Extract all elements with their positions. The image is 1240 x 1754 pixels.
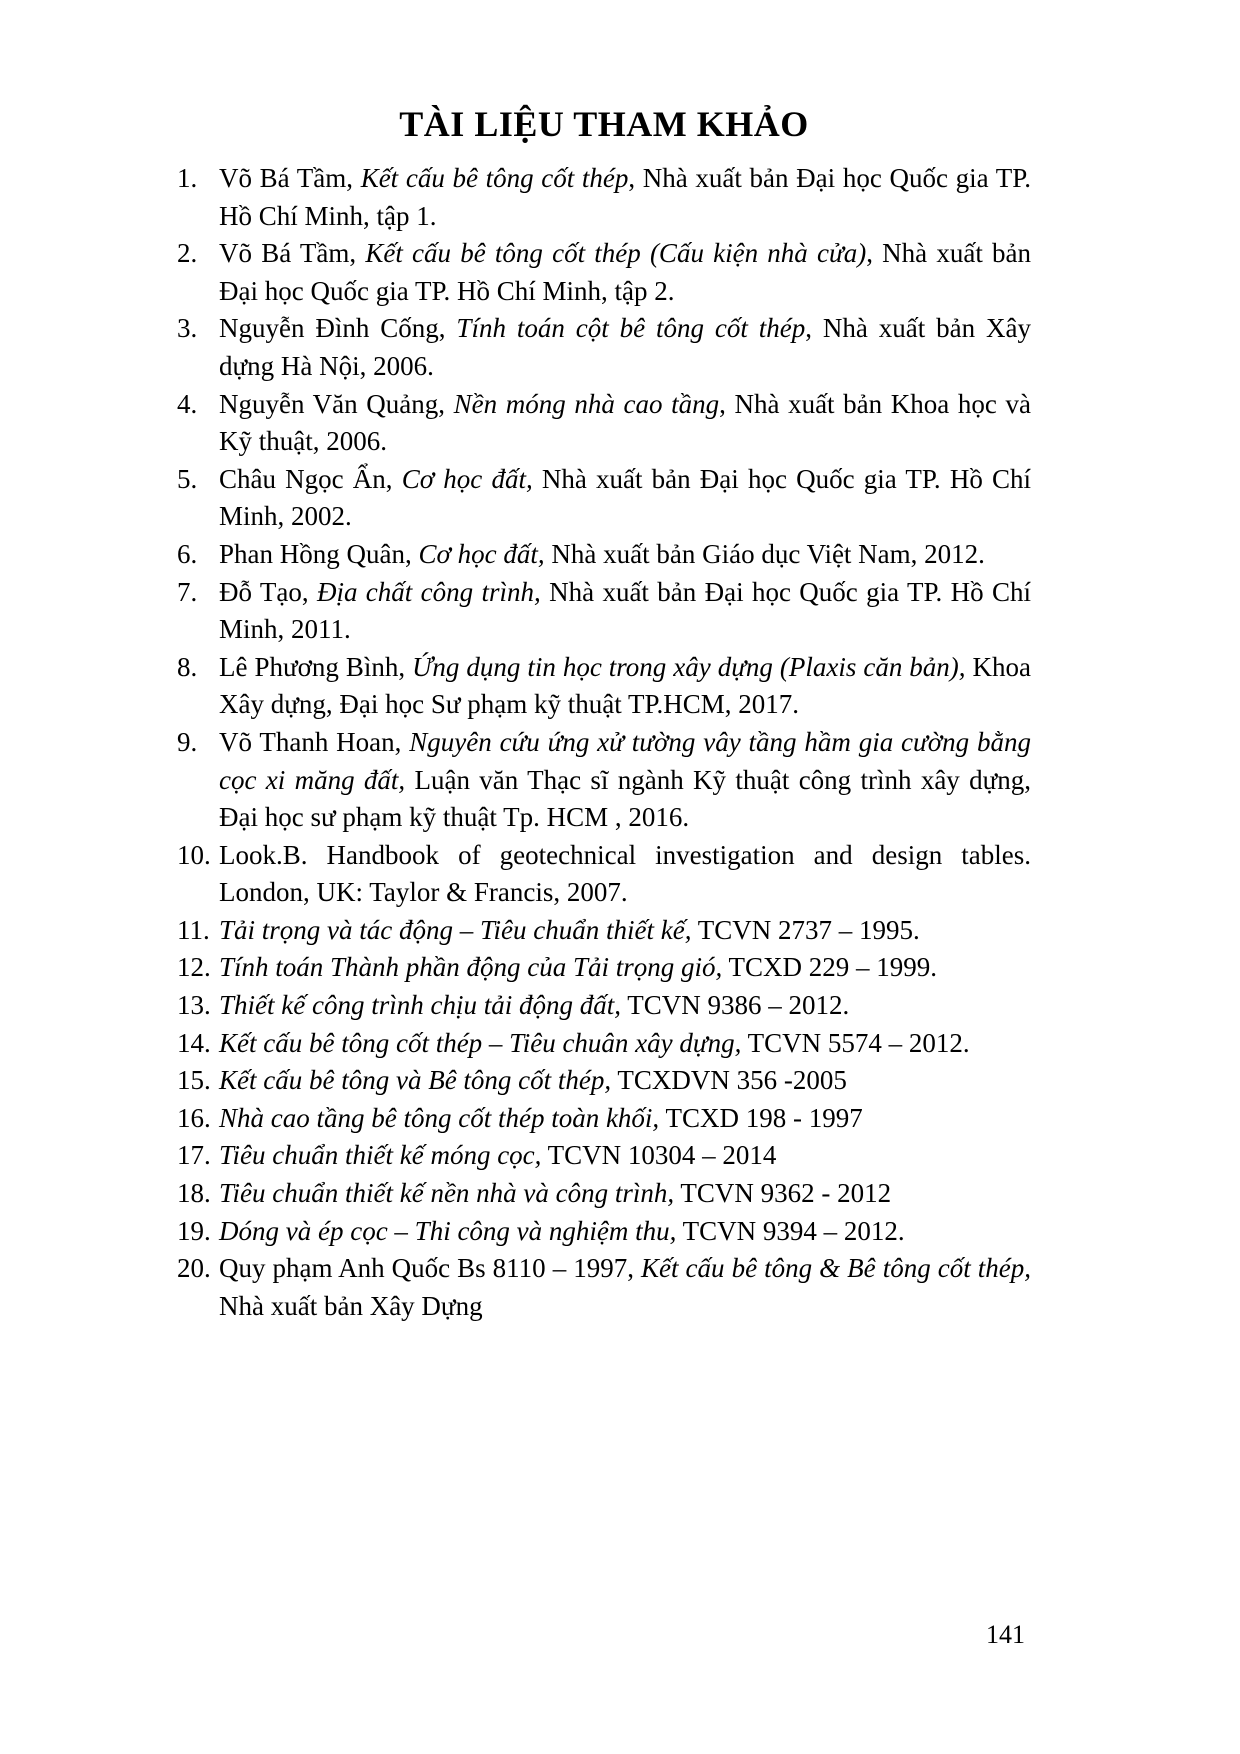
- page-number: 141: [986, 1620, 1025, 1649]
- reference-item: [177, 912, 1031, 950]
- reference-item: [177, 160, 1031, 235]
- reference-number: 17.: [177, 1140, 211, 1171]
- reference-text: Kết cấu bê tông cốt thép – Tiêu chuân xây dựng, TCVN 5574 – 2012.: [219, 1027, 970, 1058]
- reference-number: 4.: [177, 388, 198, 419]
- reference-item: [177, 574, 1031, 649]
- reference-number: 2.: [177, 238, 198, 269]
- reference-number: 10.: [177, 839, 211, 870]
- page-title: TÀI LIỆU THAM KHẢO: [399, 104, 809, 144]
- reference-number: 3.: [177, 313, 198, 344]
- reference-item: [177, 235, 1031, 310]
- reference-item: [177, 649, 1031, 724]
- reference-item: [177, 386, 1031, 461]
- reference-text: Lê Phương Bình, Ứng dụng tin học trong xây dựng (Plaxis căn bản), Khoa Xây dựng, Đại học Sư phạm kỹ thuật TP.HCM, 2017.: [219, 651, 1031, 720]
- reference-number: 6.: [177, 538, 198, 569]
- reference-text: Nguyễn Văn Quảng, Nền móng nhà cao tầng, Nhà xuất bản Khoa học và Kỹ thuật, 2006.: [219, 388, 1031, 457]
- reference-text: Quy phạm Anh Quốc Bs 8110 – 1997, Kết cấu bê tông & Bê tông cốt thép, Nhà xuất bản Xây Dựng: [219, 1253, 1031, 1321]
- reference-number: 1.: [177, 163, 198, 193]
- reference-number: 12.: [177, 952, 211, 983]
- reference-number: 14.: [177, 1027, 211, 1058]
- reference-text: Kết cấu bê tông và Bê tông cốt thép, TCXDVN 356 -2005: [219, 1065, 847, 1096]
- reference-text: Võ Bá Tầm, Kết cấu bê tông cốt thép, Nhà xuất bản Đại học Quốc gia TP. Hồ Chí Minh, tập 1.: [219, 163, 1031, 231]
- reference-text: Võ Bá Tầm, Kết cấu bê tông cốt thép (Cấu kiện nhà cửa), Nhà xuất bản Đại học Quốc gia TP. Hồ Chí Minh, tập 2.: [219, 238, 1032, 306]
- reference-number: 13.: [177, 990, 211, 1021]
- reference-number: 5.: [177, 463, 198, 494]
- reference-text: Đỗ Tạo, Địa chất công trình, Nhà xuất bản Đại học Quốc gia TP. Hồ Chí Minh, 2011.: [219, 576, 1031, 645]
- reference-text: Tải trọng và tác động – Tiêu chuẩn thiết kế, TCVN 2737 – 1995.: [219, 914, 920, 945]
- reference-number: 15.: [177, 1065, 211, 1096]
- reference-number: 11.: [177, 914, 210, 945]
- reference-text: Tính toán Thành phần động của Tải trọng gió, TCXD 229 – 1999.: [219, 952, 938, 983]
- reference-item: [177, 1175, 1031, 1213]
- reference-text: Nhà cao tầng bê tông cốt thép toàn khối, TCXD 198 - 1997: [219, 1102, 863, 1133]
- reference-text: Dóng và ép cọc – Thi công và nghiệm thu, TCVN 9394 – 2012.: [219, 1215, 905, 1246]
- reference-text: Tiêu chuẩn thiết kế móng cọc, TCVN 10304 – 2014: [219, 1140, 777, 1171]
- reference-item: [177, 1213, 1031, 1251]
- reference-item: [177, 310, 1031, 385]
- reference-item: [177, 1062, 1031, 1100]
- reference-item: [177, 837, 1031, 912]
- reference-text: Thiết kế công trình chịu tải động đất, TCVN 9386 – 2012.: [219, 990, 850, 1021]
- reference-text: Nguyễn Đình Cống, Tính toán cột bê tông cốt thép, Nhà xuất bản Xây dựng Hà Nội, 2006.: [219, 313, 1031, 381]
- reference-number: 7.: [177, 576, 198, 607]
- reference-number: 8.: [177, 651, 198, 682]
- reference-item: [177, 536, 1031, 574]
- reference-item: [177, 461, 1031, 536]
- reference-number: 16.: [177, 1102, 211, 1133]
- reference-number: 18.: [177, 1178, 211, 1209]
- reference-item: [177, 1250, 1031, 1325]
- reference-text: Look.B. Handbook of geotechnical investigation and design tables. London, UK: Taylor & Francis, 2007.: [219, 839, 1031, 908]
- reference-text: Tiêu chuẩn thiết kế nền nhà và công trình, TCVN 9362 - 2012: [219, 1178, 892, 1209]
- reference-item: [177, 987, 1031, 1025]
- reference-number: 9.: [177, 726, 198, 757]
- reference-text: Võ Thanh Hoan, Nguyên cứu ứng xử tường vây tầng hầm gia cường bằng cọc xi măng đất, Luận văn Thạc sĩ ngành Kỹ thuật công trình xây dựng, Đại học sư phạm kỹ thuật Tp. HCM , 2016.: [219, 726, 1032, 833]
- reference-number: 19.: [177, 1215, 211, 1246]
- reference-item: [177, 1025, 1031, 1063]
- reference-item: [177, 1137, 1031, 1175]
- reference-text: Châu Ngọc Ẩn, Cơ học đất, Nhà xuất bản Đại học Quốc gia TP. Hồ Chí Minh, 2002.: [219, 463, 1031, 532]
- reference-number: 20.: [177, 1253, 211, 1284]
- reference-item: [177, 1100, 1031, 1138]
- reference-list: [177, 160, 1031, 1325]
- reference-item: [177, 949, 1031, 987]
- reference-item: [177, 724, 1031, 837]
- reference-text: Phan Hồng Quân, Cơ học đất, Nhà xuất bản Giáo dục Việt Nam, 2012.: [219, 538, 985, 569]
